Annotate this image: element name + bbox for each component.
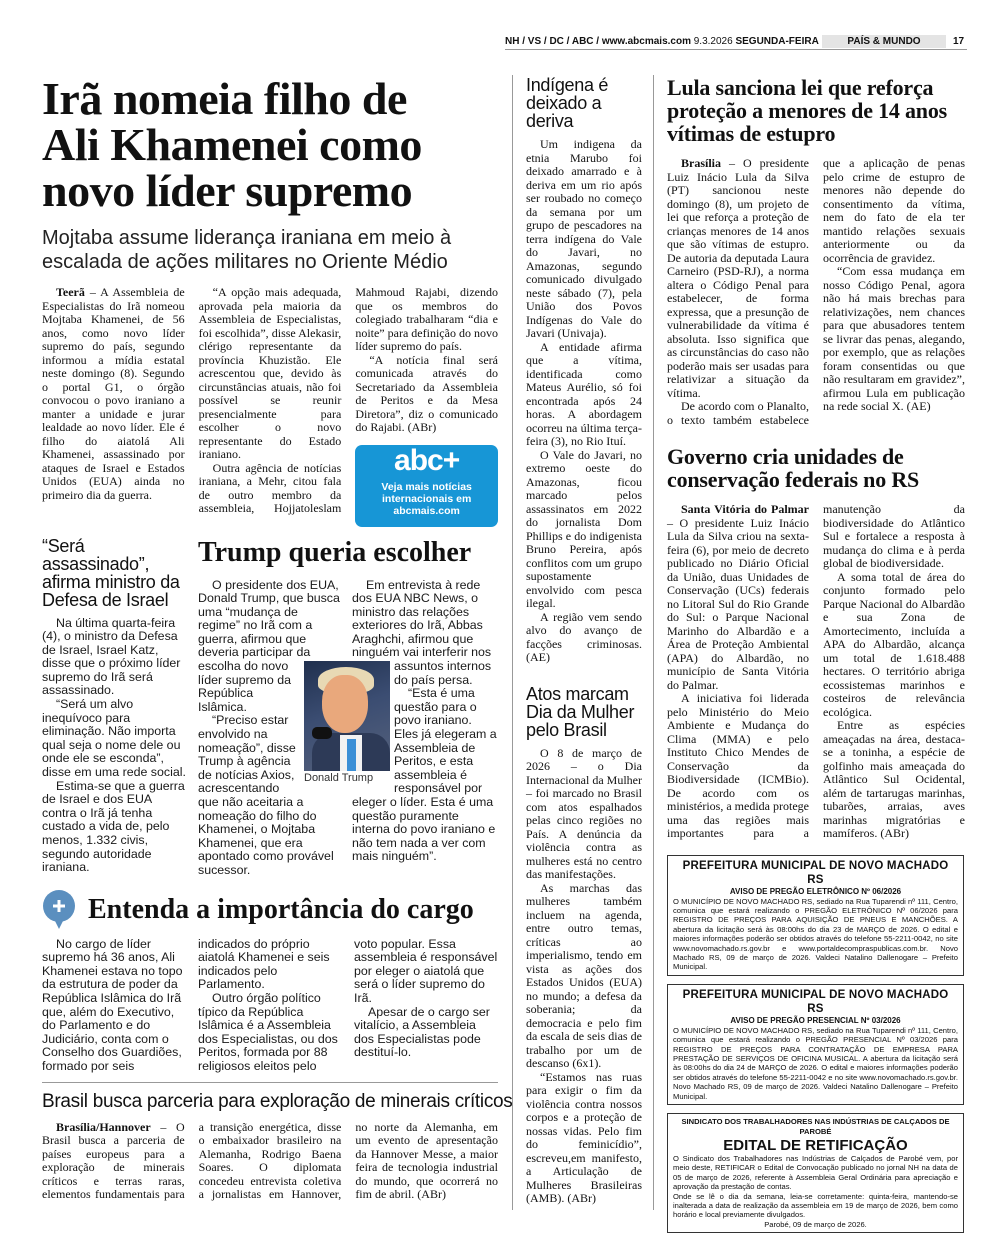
column-rule <box>512 75 513 1210</box>
legal-notice-ad <box>667 1113 964 1233</box>
headline-line: Irã nomeia filho de <box>42 73 407 124</box>
ad-body: Onde se lê o dia da semana, leia-se corretamente: quinta-feira, mantendo-se inalterada a data de realização da assembleia em 19 de março de 2026, bem como horário e local previamente divulgados. <box>673 1191 958 1220</box>
paragraph: Em entrevista à rede dos EUA NBC News, o ministro das relações exteriores do Irã, Abbas Araghchi, afirmou que ninguém vai interferir nos assuntos internos do país persa. <box>352 577 492 687</box>
paragraph-text: O presidente Luiz Inácio Lula da Silva criou na sexta-feira (6), por meio de decreto publicado no Diário Oficial da União, duas Unidades de Conservação (UCs) federais no Litoral Sul do Rio Grande do Sul: o Parque Nacional Marinho do Albardão e a Área de Proteção Ambiental (APA) do Albardão, no município de Santa Vitória do Palmar. <box>667 515 810 692</box>
paragraph-text: O presidente Luiz Inácio Lula da Silva (PT) sancionou neste domingo (8), um projeto de lei que reforça a proteção de crianças menores de 14 anos que são vítimas de estupro. De autoria da deputada Laura Carneiro (PSD-RJ), a norma altera o Código Penal para estabelecer, de forma expressa, que a presunção de vulnerabilidade da vítima é absoluta. Isso significa que as circunstâncias do caso não poderão mais ser usadas para relativizar a situação da vítima. <box>667 156 809 400</box>
paragraph: Brasília – O presidente Luiz Inácio Lula da Silva (PT) sancionou neste domingo (8), um projeto de lei que reforça a proteção de crianças menores de 14 anos que são vítimas de estupro. De autoria da deputada Laura Carneiro (PSD-RJ), a norma altera o Código Penal para estabelecer, de forma expressa, que a presunção de vulnerabilidade da vítima é absoluta. Isso significa que as circunstâncias do caso não poderão mais ser usadas para relativizar a situação da vítima. <box>667 156 809 400</box>
header-rule <box>505 49 967 50</box>
paragraph: A entidade afirma que a vítima, identificada como Mateus Aurélio, só foi encontrada após 24 horas. A abordagem ocorreu na última terça-feira (3), no Rio Ituí. <box>526 339 642 448</box>
info-plus-icon <box>42 890 76 930</box>
paragraph: De acordo com o Planalto, o texto também estabelece que a aplicação de penas pelo crime de estupro de menores não depende do consentimento da vítima, nem do fato de ela ter mantido relações sexuais anteriormente ou da ocorrência de gravidez. <box>667 156 965 427</box>
lula-title: Lula sanciona lei que reforça proteção a menores de 14 anos vítimas de estupro <box>667 75 947 146</box>
dateline: Brasília/Hannover <box>56 1119 151 1134</box>
indigena-title: Indígena é deixado a deriva <box>526 75 609 131</box>
middle-region <box>526 76 642 1206</box>
ad-body: O MUNICÍPIO DE NOVO MACHADO RS, sediado na Rua Tuparendi nº 111, Centro, comunica que estará realizando o PREGÃO PRESENCIAL Nº 03/2026 para REGISTRO DE PREÇOS PARA CONTRATAÇÃO DE EMPRESA PARA PRESTAÇÃO DE SERVIÇOS DE OFICINA MUSICAL. A abertura da licitação será às 08:00hs do dia 24 de MARÇO de 2026. O edital e maiores informações poderão ser obtidos através do telefone 55-2211-0042 e no site www.novomachado.rs.gov.br. Novo Machado RS, 09 de março de 2026. Valdeci Natalino Dallenogare – Prefeito Municipal. <box>673 1025 958 1101</box>
paragraph: Estima-se que a guerra de Israel e dos EUA contra o Irã já tenha custado a vida de, pelo menos, 1.332 civis, segundo autoridade iraniana. <box>42 778 185 875</box>
entenda-header <box>42 890 498 930</box>
brasil-body <box>42 1121 498 1202</box>
paragraph: “A opção mais adequada, aprovada pela maioria da Assembleia de Especialistas, foi escolhida”, disse Alekasir, clérigo representante da província Khuzistão. Ele acrescentou que, devido às circunstâncias atuais, não foi possível se reunir presencialmente para escolher o novo representante do Estado iraniano. <box>198 285 342 461</box>
paragraph: “Esta é uma questão para o povo iraniano. Eles já elegeram a Assembleia de Peritos, e esta assembleia é responsável por eleger o líder. Esta é uma questão puramente interna do povo iraniano e não tem nada a ver com mais ninguém”. <box>352 686 497 864</box>
brasil-title: Brasil busca parceria para exploração de minerais críticos <box>42 1090 513 1112</box>
column-rule <box>653 75 654 1210</box>
dateline: Brasília <box>681 156 722 170</box>
main-headline <box>42 73 498 216</box>
ad-body: O Sindicato dos Trabalhadores nas Indústrias de Calçados de Parobé vem, por meio deste, RETIFICAR o Edital de Convocação publicado no jornal NH na data de 05 de março de 2026, referente à Assembleia Geral Ordinária para apreciação e aprovação da prestação de contas. <box>673 1154 958 1192</box>
ad-body: O MUNICÍPIO DE NOVO MACHADO RS, sediado na Rua Tuparendi nº 111, Centro, comunica que estará realizando o PREGÃO ELETRÔNICO Nº 06/2026 para REGISTRO DE PREÇOS PARA AQUISIÇÃO DE PNEUS E MANCHÕES. A abertura da licitação será às 08:00hs do dia 23 de MARÇO de 2026. O edital e maiores informações poderão ser obtidos através do telefone 55-2211-0042, no site www.novomachado.rs.gov.br e www.portaldecompraspublicas.com.br. Novo Machado RS, 09 de março de 2026. Valdeci Natalino Dallenogare – Prefeito Municipal. <box>673 896 958 972</box>
trump-body <box>198 579 498 878</box>
lula-body <box>667 157 965 427</box>
israel-body <box>42 617 186 875</box>
left-region <box>42 73 513 1202</box>
legal-notice-ad <box>667 984 964 1105</box>
main-subtitle: Mojtaba assume liderança iraniana em meio à escalada de ações militares no Oriente Médio <box>42 227 452 273</box>
paragraph: “Com essa mudança em nosso Código Penal, agora não há mais brechas para relativizações, nem chances para que abusadores tentem se livrar das penas, alegando, por exemplo, que as relações foram consentidas ou que não resultaram em gravidez”, afirmou Lula em publicação na rede social X. (AE) <box>823 264 965 413</box>
paragraph: No cargo de líder supremo há 36 anos, Ali Khamenei estava no topo da estrutura de poder da República Islâmica do Irã que, além do Executivo, do Parlamento e do Judiciário, conta com o Conselho dos Guardiões, formado por seis indicados do próprio aiatolá Khamenei e seis indicados pelo Parlamento. <box>42 936 330 1073</box>
paragraph: Entre as espécies ameaçadas na área, destaca-se a toninha, a espécie de golfinho mais ameaçada do Atlântico Sul Ocidental, além de tartarugas marinhas, tubarões, arraias, aves marinhas migratórias e mamíferos. (ABr) <box>823 718 965 840</box>
paragraph: O presidente dos EUA, Donald Trump, que busca uma “mudança de regime” no Irã com a guerra, afirmou que deveria participar da escolha do novo líder supremo da República Islâmica. <box>198 577 340 714</box>
ad-heading: EDITAL DE RETIFICAÇÃO <box>723 1137 908 1154</box>
paragraph: Brasília/Hannover – O Brasil busca a parceria de países europeus para a exploração de minerais críticos e terras raras, elementos fundamentais para a transição energética, disse o embaixador brasileiro na Alemanha, Rodrigo Baena Soares. O diplomata concedeu entrevista coletiva a jornalistas em Hannover, no norte da Alemanha, em um evento de apresentação da Hannover Messe, a maior feira de tecnologia industrial do mundo, que ocorrerá no fim de abril. (ABr) <box>42 1119 498 1201</box>
page-number: 17 <box>953 36 965 47</box>
donald-trump-photo <box>304 661 390 771</box>
governo-title: Governo cria unidades de conservação federais no RS <box>667 444 920 492</box>
page-header <box>505 36 819 47</box>
paragraph: Na última quarta-feira (4), o ministro da Defesa de Israel, Israel Katz, disse que o próximo líder supremo do Irã será assassinado. <box>42 615 181 698</box>
trump-story <box>198 537 498 878</box>
paragraph: Outra agência de notícias iraniana, a Mehr, citou fala de outro membro da assembleia, Hojjatoleslam Mahmoud Rajabi, dizendo que os membros do colegiado trabalharam “dia e noite” para definição do novo líder supremo do país. <box>198 285 498 515</box>
paragraph: Um indigena da etnia Marubo foi deixado amarrado e à deriva em um rio após ser roubado no começo da semana por um grupo de pescadores na terra indígena do Vale do Javari, no Amazonas, segundo comunicado divulgado neste sábado (7), pela União dos Povos Indígenas do Vale do Javari (Univaja). <box>526 137 642 340</box>
paragraph: A iniciativa foi liderada pelo Ministério do Meio Ambiente e Mudança do Clima (MMA) e pelo Instituto Chico Mendes de Conservação da Biodiversidade (ICMBio). De acordo com os ministérios, a medida protege uma das regiões mais importantes para a manutenção da biodiversidade do Atlântico Sul e fortalece a resposta à mudança do clima e à perda global de biodiversidade. <box>667 502 965 840</box>
paragraph: “Preciso estar envolvido na nomeação”, disse Trump à agência de notícias Axios, acrescentando que não aceitaria a nomeação do filho do Khamenei, o Mojtaba Khamenei, que era apontado como provável sucessor. <box>198 713 334 877</box>
paragraph: Santa Vitória do Palmar – O presidente Luiz Inácio Lula da Silva criou na sexta-feira (6), por meio de decreto publicado no Diário Oficial da União, duas Unidades de Conservação (UCs) federais no Litoral Sul do Rio Grande do Sul: o Parque Nacional Marinho do Albardão e a Área de Proteção Ambiental (APA) do Albardão, no município de Santa Vitória do Palmar. <box>667 502 810 692</box>
editions: NH / VS / DC / ABC / www.abcmais.com <box>505 36 691 47</box>
main-article-body <box>42 286 498 527</box>
headline-line: novo líder supremo <box>42 165 413 216</box>
ad-closing: Parobé, 09 de março de 2026. <box>764 1219 867 1229</box>
paragraph: O Vale do Javari, no extremo oeste do Amazonas, ficou marcado pelos assassinatos em 2022 do jornalista Dom Phillips e do indigenista Bruno Pereira, após conflitos com um grupo supostamente envolvido com pesca ilegal. <box>526 447 642 610</box>
indigena-body <box>526 138 642 665</box>
photo-block <box>304 661 390 785</box>
ad-subtitle: AVISO DE PREGÃO PRESENCIAL Nº 03/2026 <box>730 1015 901 1025</box>
israel-trump-row <box>42 537 498 878</box>
legal-notice-ad <box>667 855 964 976</box>
abcmais-promo-link[interactable] <box>355 445 498 527</box>
headline-line: Ali Khamenei como <box>42 119 422 170</box>
mulher-body <box>526 747 642 1206</box>
right-region <box>667 76 965 1233</box>
paragraph: A região vem sendo alvo do avanço de facções criminosas. (AE) <box>526 609 642 664</box>
weekday: SEGUNDA-FEIRA <box>735 36 819 47</box>
ad-title: PREFEITURA MUNICIPAL DE NOVO MACHADO RS <box>682 988 949 1015</box>
paragraph: O 8 de março de 2026 – o Dia Internacional da Mulher – foi marcado no Brasil com atos espalhados pelas cinco regiões no País. A denúncia da violência contra as mulheres está no centro das manifestações. <box>526 745 642 881</box>
date: 9.3.2026 <box>693 36 733 47</box>
trump-title: Trump queria escolher <box>198 536 472 568</box>
abc-plus-logo: abc+ <box>394 443 460 477</box>
paragraph: “Será um alvo inequívoco para eliminação. Não importa qual seja o nome dele ou onde ele se esconda”, disse em uma rede social. <box>42 697 186 780</box>
dateline: Santa Vitória do Palmar <box>681 502 809 516</box>
paragraph: A soma total de área do conjunto formado pelo Parque Nacional do Albardão e sua Zona de Amortecimento, incluída a APA do Albardão, alcança um total de 1.618.488 hectares. O território abriga ecossistemas marinhos e costeiros de relevância ecológica. <box>823 569 965 719</box>
israel-title: “Será assassinado”, afirma ministro da Defesa de Israel <box>42 535 180 610</box>
israel-story <box>42 537 186 878</box>
paragraph: Outro órgão político típico da República Islâmica é a Assembleia dos Especialistas, ou dos Peritos, formada por 88 religiosos eleitos pelo voto popular. Essa assembleia é responsável por eleger o aiatolá que será o líder supremo do Irã. <box>198 936 498 1073</box>
paragraph: Teerã – A Assembleia de Especialistas do Irã nomeou Mojtaba Khamenei, de 56 anos, como novo líder supremo do país, segundo informou a mídia estatal neste domingo (8). Segundo o portal G1, o órgão convocou o povo iraniano a manter a unidade e jurar lealdade ao novo líder. Ele é filho do aiatolá Ali Khamenei, assassinado por ataques de Israel e Estados Unidos (EUA) ainda no primeiro dia da guerra. <box>42 285 185 502</box>
ad-title: PREFEITURA MUNICIPAL DE NOVO MACHADO RS <box>682 859 949 886</box>
photo-caption: Donald Trump <box>304 771 374 784</box>
paragraph: “Estamos nas ruas para exigir o fim da violência contra nossos corpos e a proteção de nossas vidas. Pelo fim do feminicídio”, escreveu,em manifesto, a Articulação de Mulheres Brasileiras (AMB). (ABr) <box>526 1069 642 1205</box>
entenda-title: Entenda a importância do cargo <box>88 893 474 925</box>
section-label: PAÍS & MUNDO <box>822 35 946 48</box>
paragraph-text: A Assembleia de Especialistas do Irã nomeou Mojtaba Khamenei, de 56 anos, como novo líder supremo do país, segundo informou a mídia estatal neste domingo (8). Segundo o portal G1, o órgão convocou o povo iraniano a manter a unidade e jurar lealdade ao novo líder. Ele é filho do aiatolá Ali Khamenei, assassinado por ataques de Israel e Estados Unidos (EUA) ainda no primeiro dia da guerra. <box>42 285 185 502</box>
ad-title: SINDICATO DOS TRABALHADORES NAS INDÚSTRIAS DE CALÇADOS DE PAROBÉ <box>681 1117 950 1136</box>
dateline: Teerã <box>56 285 85 299</box>
section-divider <box>42 1082 498 1083</box>
governo-body <box>667 503 965 841</box>
entenda-body <box>42 938 498 1074</box>
promo-text: Veja mais notícias internacionais em abcmais.com <box>381 480 472 517</box>
mulher-title: Atos marcam Dia da Mulher pelo Brasil <box>526 683 635 740</box>
paragraph: Apesar de o cargo ser vitalício, a Assembleia dos Especialistas pode destituí-lo. <box>354 1004 490 1060</box>
paragraph: “A notícia final será comunicada através do Secretariado da Assembleia de Peritos e da Mesa Diretora”, diz o comunicado do Rajabi. (ABr) <box>355 352 498 434</box>
ad-subtitle: AVISO DE PREGÃO ELETRÔNICO Nº 06/2026 <box>729 886 902 896</box>
paragraph: As marchas das mulheres também incluem na agenda, entre outro temas, críticas ao imperialismo, tendo em vista as ações dos Estados Unidos (EUA) no mundo; a defesa da soberania; da democracia e pelo fim da escala de seis dias de trabalho por um de descanso (6x1). <box>526 880 642 1070</box>
paragraph-text: O Brasil busca a parceria de países europeus para a exploração de minerais críticos e terras raras, elementos fundamentais para a transição energética, disse o embaixador brasileiro na Alemanha, Rodrigo Baena Soares. O diplomata concedeu entrevista coletiva a jornalistas em Hannover, no norte da Alemanha, em um evento de apresentação da Hannover Messe, a maior feira de tecnologia industrial do mundo, que ocorrerá no fim de abril. (ABr) <box>42 1119 498 1201</box>
